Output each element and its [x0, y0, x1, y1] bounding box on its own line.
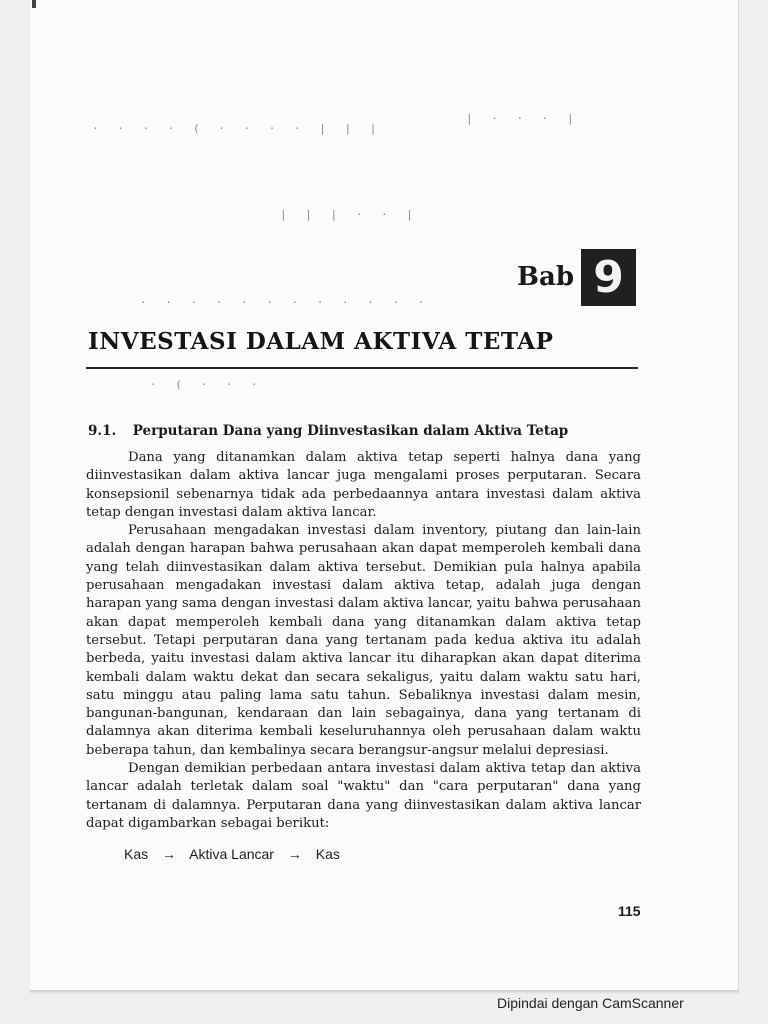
paragraph: Perusahaan mengadakan investasi dalam inventory, piutang dan lain-lain adalah dengan harapan bahwa perusahaan akan dapat memperoleh kembali dana yang telah diinvestasikan dalam aktiva tersebut. Demikian pula halnya apabila perusahaan mengadakan investasi dalam aktiva tetap, adalah juga dengan harapan yang sama dengan investasi dalam aktiva lancar, yaitu bahwa perusahaan akan dapat memperoleh kembali dana yang ditanamkan dalam aktiva tetap tersebut. Tetapi perputaran dana yang tertanam pada kedua aktiva itu adalah berbeda, yaitu investasi dalam aktiva lancar itu diharapkan akan dapat diterima kembali dalam waktu dekat dan secara sekaligus, yaitu dalam waktu satu hari, satu minggu atau paling lama satu tahun. Sebaliknya investasi dalam mesin, bangunan-bangunan, kendaraan dan lain sebagainya, dana yang tertanam di dalamnya akan diterima kembali keseluruhannya oleh perusahaan dalam waktu beberapa tahun, dan kembalinya secara berangsur-angsur melalui depresiasi.: [86, 523, 641, 758]
section-number: 9.1.: [88, 423, 117, 439]
flow-start: Kas: [124, 846, 149, 862]
body-text: [86, 449, 641, 833]
cash-flow-diagram: [124, 846, 350, 862]
scanner-watermark: Dipindai dengan CamScanner: [497, 995, 684, 1011]
title-underline: [86, 367, 638, 369]
chapter-number-box: [581, 249, 636, 306]
bleed-through-mark: · · · · ( · · · · | | |: [92, 122, 383, 135]
bleed-through-mark: | | | · · |: [280, 208, 419, 221]
chapter-label: Bab: [517, 262, 575, 292]
section-heading: [88, 423, 568, 439]
paragraph: Dengan demikian perbedaan antara investasi dalam aktiva tetap dan aktiva lancar adalah terletak dalam soal "waktu" dan "cara perputaran" dana yang tertanam di dalamnya. Perputaran dana yang diinvestasikan dalam aktiva lancar dapat digambarkan sebagai berikut:: [86, 761, 641, 831]
bleed-through-mark: · ( · · ·: [150, 378, 264, 391]
paragraph: Dana yang ditanamkan dalam aktiva tetap seperti halnya dana yang diinvestasikan dalam aktiva lancar juga mengalami proses perputaran. Secara konsepsionil sebenarnya tidak ada perbedaannya antara investasi dalam aktiva tetap dengan investasi dalam aktiva lancar.: [86, 450, 641, 520]
page-bottom-edge: [30, 990, 738, 994]
page-number: 115: [618, 903, 641, 919]
scan-mark: [32, 0, 36, 8]
section-title: Perputaran Dana yang Diinvestasikan dalam Aktiva Tetap: [132, 423, 569, 439]
bleed-through-mark: · · · · · · · · · · · ·: [140, 296, 431, 309]
chapter-number: 9: [593, 252, 624, 303]
flow-arrow: →: [162, 846, 177, 862]
chapter-title: INVESTASI DALAM AKTIVA TETAP: [88, 328, 554, 355]
flow-end: Kas: [315, 846, 340, 862]
flow-middle: Aktiva Lancar: [189, 846, 274, 862]
flow-arrow: →: [287, 846, 302, 862]
bleed-through-mark: | · · · |: [466, 112, 580, 125]
